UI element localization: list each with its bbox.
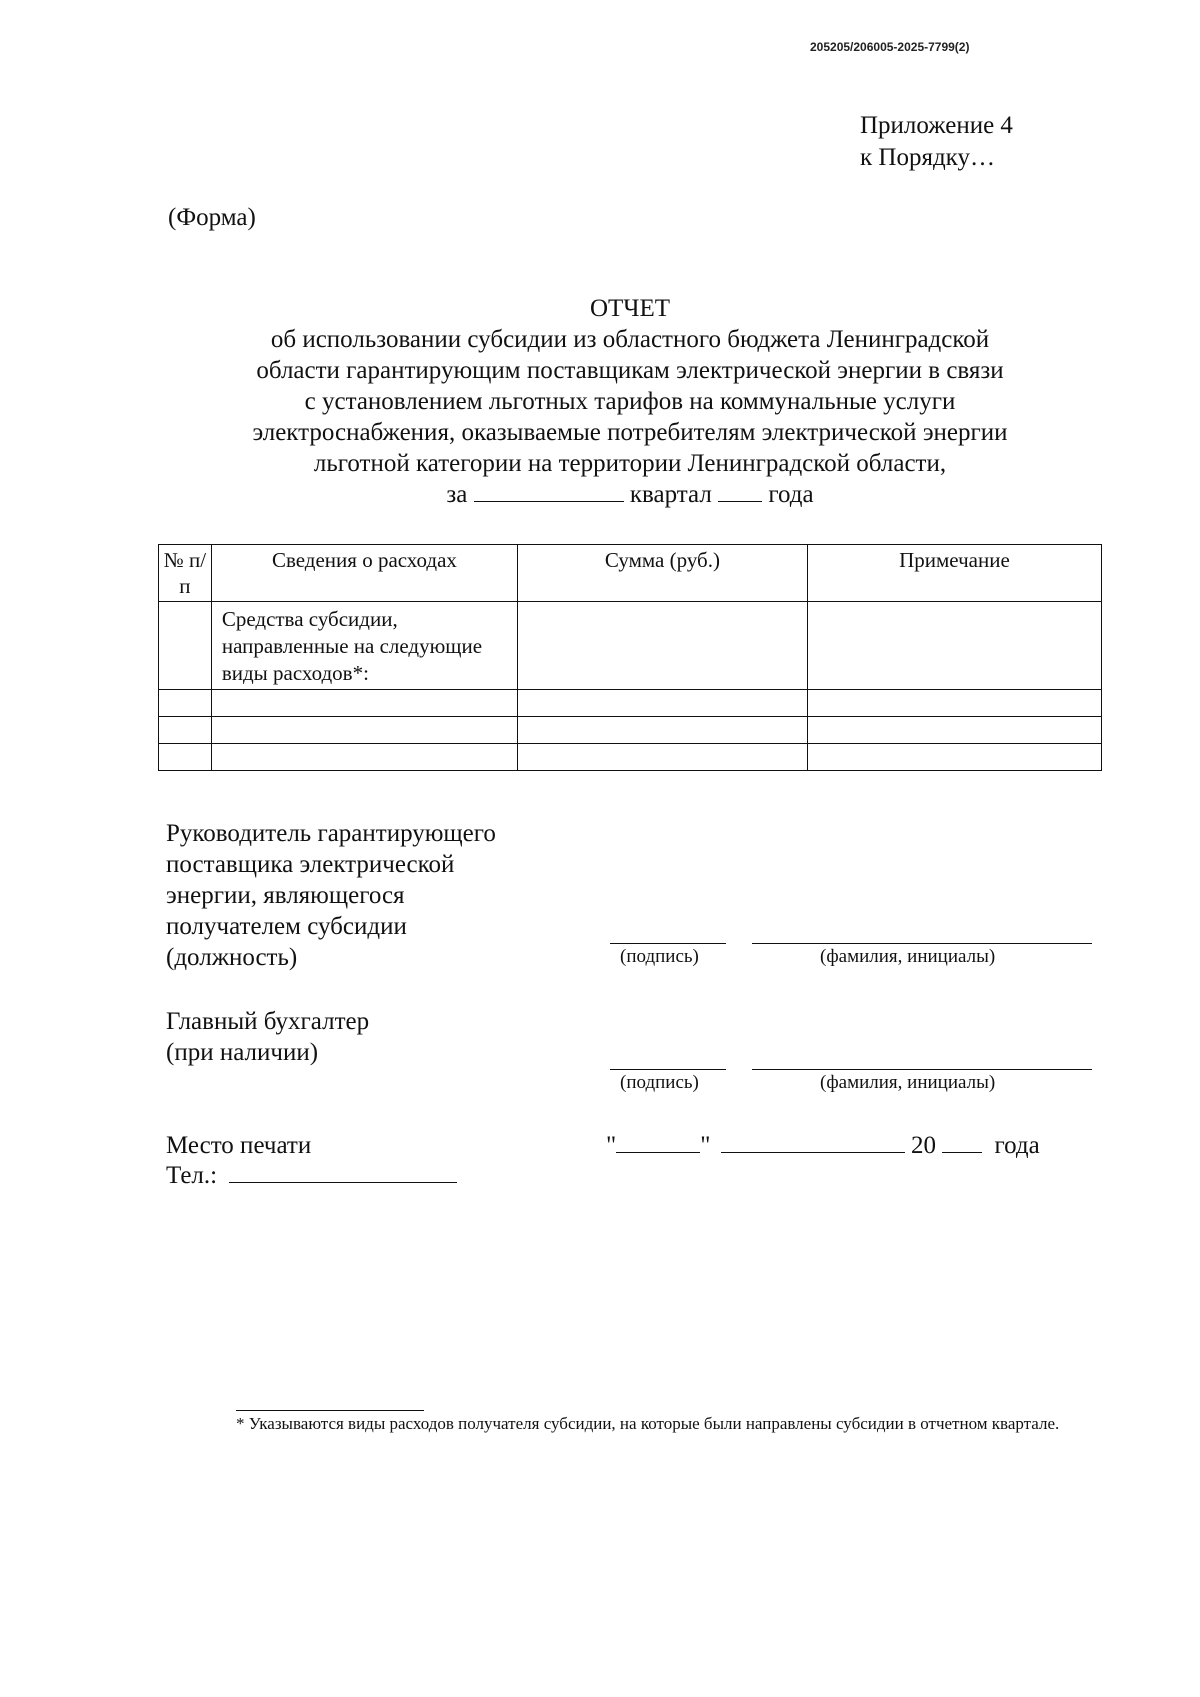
accountant-signature-caption: (подпись) — [620, 1072, 699, 1093]
head-title-line: поставщика электрической — [166, 851, 455, 878]
cell-expense-description[interactable] — [211, 690, 517, 717]
month-field[interactable] — [721, 1130, 905, 1153]
head-title-line: энергии, являющегося — [166, 882, 405, 909]
report-period — [140, 479, 1120, 510]
stamp-place-label: Место печати — [166, 1132, 312, 1159]
day-field[interactable] — [616, 1130, 700, 1153]
footnote-divider — [236, 1410, 424, 1411]
title-line-4: электроснабжения, оказываемые потребителям электрической энергии — [252, 419, 1008, 446]
head-position-title — [166, 818, 496, 973]
accountant-signature-field[interactable] — [610, 1069, 726, 1070]
appendix-reference — [860, 110, 1013, 174]
report-heading: ОТЧЕТ — [589, 295, 671, 322]
title-line-5: льготной категории на территории Ленинградской области, — [313, 450, 947, 477]
header-note: Примечание — [807, 545, 1101, 602]
cell-number[interactable] — [159, 744, 212, 771]
accountant-title-line: Главный бухгалтер — [166, 1008, 370, 1035]
title-line-2: области гарантирующим поставщикам электрической энергии в связи — [256, 357, 1004, 384]
expenses-table — [158, 544, 1102, 771]
phone-line — [166, 1160, 457, 1190]
cell-note[interactable] — [807, 744, 1101, 771]
year-suffix: года — [994, 1132, 1040, 1159]
table-header-row — [159, 545, 1102, 602]
head-signature-field[interactable] — [610, 943, 726, 944]
year-prefix: 20 — [910, 1132, 936, 1159]
cell-expense-description: Средства субсидии, направленные на следующие виды расходов*: — [211, 602, 517, 690]
date-quote-open: " — [606, 1132, 617, 1159]
quarter-blank-field[interactable] — [474, 479, 624, 502]
accountant-name-caption: (фамилия, инициалы) — [820, 1072, 996, 1093]
period-quarter-label: квартал — [629, 481, 712, 508]
title-line-1: об использовании субсидии из областного бюджета Ленинградской — [270, 326, 990, 353]
cell-note[interactable] — [807, 690, 1101, 717]
cell-expense-description[interactable] — [211, 717, 517, 744]
footnote: * Указываются виды расходов получателя субсидии, на которые были направлены субсидии в отчетном квартале. — [236, 1414, 1060, 1433]
cell-number[interactable] — [159, 690, 212, 717]
phone-label: Тел.: — [166, 1162, 218, 1189]
head-name-field[interactable] — [752, 943, 1092, 944]
appendix-line-1: Приложение 4 — [860, 112, 1013, 139]
cell-number[interactable] — [159, 602, 212, 690]
table-row — [159, 602, 1102, 690]
table-row — [159, 717, 1102, 744]
date-quote-close: " — [700, 1132, 711, 1159]
appendix-line-2: к Порядку… — [860, 144, 995, 171]
head-name-caption: (фамилия, инициалы) — [820, 946, 996, 967]
form-label: (Форма) — [168, 204, 256, 231]
head-title-line: Руководитель гарантирующего — [166, 820, 496, 847]
header-expenses: Сведения о расходах — [211, 545, 517, 602]
cell-amount[interactable] — [518, 602, 808, 690]
head-title-line: (должность) — [166, 944, 298, 971]
table-row — [159, 744, 1102, 771]
cell-amount[interactable] — [518, 690, 808, 717]
title-line-3: с установлением льготных тарифов на коммунальные услуги — [304, 388, 956, 415]
period-year-label: года — [768, 481, 814, 508]
document-id: 205205/206005-2025-7799(2) — [810, 40, 970, 54]
date-year-field[interactable] — [942, 1130, 982, 1153]
accountant-name-field[interactable] — [752, 1069, 1092, 1070]
header-amount: Сумма (руб.) — [518, 545, 808, 602]
year-blank-field[interactable] — [718, 479, 762, 502]
date-line — [606, 1130, 1040, 1160]
head-title-line: получателем субсидии — [166, 913, 407, 940]
cell-expense-description[interactable] — [211, 744, 517, 771]
head-signature-caption: (подпись) — [620, 946, 699, 967]
report-title — [140, 293, 1120, 510]
phone-field[interactable] — [229, 1160, 457, 1183]
period-prefix: за — [446, 481, 468, 508]
cell-note[interactable] — [807, 717, 1101, 744]
cell-amount[interactable] — [518, 717, 808, 744]
accountant-title-line: (при наличии) — [166, 1039, 319, 1066]
header-number: № п/п — [159, 545, 212, 602]
cell-amount[interactable] — [518, 744, 808, 771]
table-row — [159, 690, 1102, 717]
accountant-position-title — [166, 1006, 369, 1068]
cell-number[interactable] — [159, 717, 212, 744]
cell-note[interactable] — [807, 602, 1101, 690]
